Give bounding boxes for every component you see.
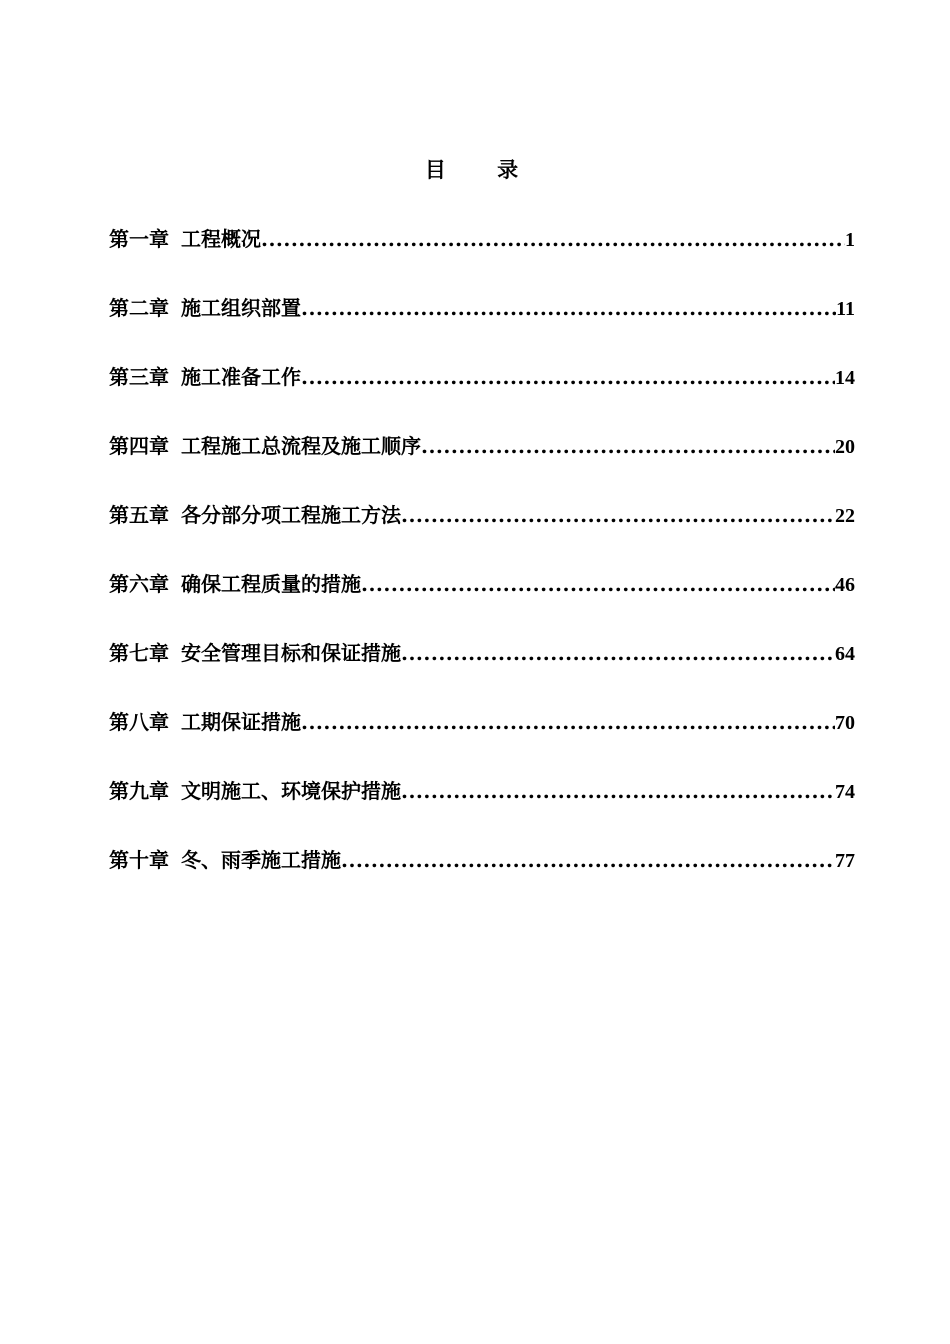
dot-leader <box>421 431 835 461</box>
dot-leader <box>401 638 835 668</box>
chapter-number: 第三章 <box>109 365 169 389</box>
chapter-number: 第一章 <box>109 227 169 251</box>
toc-entry-1[interactable] <box>109 224 855 293</box>
toc-entry-7[interactable] <box>109 638 855 707</box>
chapter-number: 第六章 <box>109 572 169 596</box>
toc-entry-2[interactable] <box>109 293 855 362</box>
dot-leader <box>301 362 835 392</box>
chapter-number: 第四章 <box>109 434 169 458</box>
toc-entry-3[interactable] <box>109 362 855 431</box>
table-of-contents <box>109 224 855 914</box>
chapter-title: 工程概况 <box>181 227 261 251</box>
toc-entry-9[interactable] <box>109 776 855 845</box>
page-number: 11 <box>836 298 855 320</box>
chapter-title: 冬、雨季施工措施 <box>181 848 341 872</box>
dot-leader <box>301 293 836 323</box>
chapter-title: 安全管理目标和保证措施 <box>181 641 401 665</box>
dot-leader <box>361 569 835 599</box>
page-number: 64 <box>835 643 855 665</box>
page-number: 20 <box>835 436 855 458</box>
page-number: 74 <box>835 781 855 803</box>
chapter-title: 确保工程质量的措施 <box>181 572 361 596</box>
chapter-title: 工期保证措施 <box>181 710 301 734</box>
chapter-number: 第九章 <box>109 779 169 803</box>
page-number: 14 <box>835 367 855 389</box>
chapter-title: 各分部分项工程施工方法 <box>181 503 401 527</box>
chapter-number: 第七章 <box>109 641 169 665</box>
chapter-number: 第五章 <box>109 503 169 527</box>
chapter-number: 第二章 <box>109 296 169 320</box>
toc-entry-10[interactable] <box>109 845 855 914</box>
dot-leader <box>341 845 835 875</box>
page-number: 22 <box>835 505 855 527</box>
page-number: 1 <box>845 229 855 251</box>
dot-leader <box>401 500 835 530</box>
chapter-title: 文明施工、环境保护措施 <box>181 779 401 803</box>
dot-leader <box>301 707 835 737</box>
chapter-title: 工程施工总流程及施工顺序 <box>181 434 421 458</box>
page-number: 46 <box>835 574 855 596</box>
page-number: 77 <box>835 850 855 872</box>
chapter-title: 施工准备工作 <box>181 365 301 389</box>
page-number: 70 <box>835 712 855 734</box>
chapter-number: 第十章 <box>109 848 169 872</box>
dot-leader <box>261 224 845 254</box>
toc-heading: 目 录 <box>424 157 541 182</box>
toc-entry-4[interactable] <box>109 431 855 500</box>
dot-leader <box>401 776 835 806</box>
toc-entry-6[interactable] <box>109 569 855 638</box>
toc-entry-5[interactable] <box>109 500 855 569</box>
chapter-number: 第八章 <box>109 710 169 734</box>
toc-entry-8[interactable] <box>109 707 855 776</box>
chapter-title: 施工组织部置 <box>181 296 301 320</box>
